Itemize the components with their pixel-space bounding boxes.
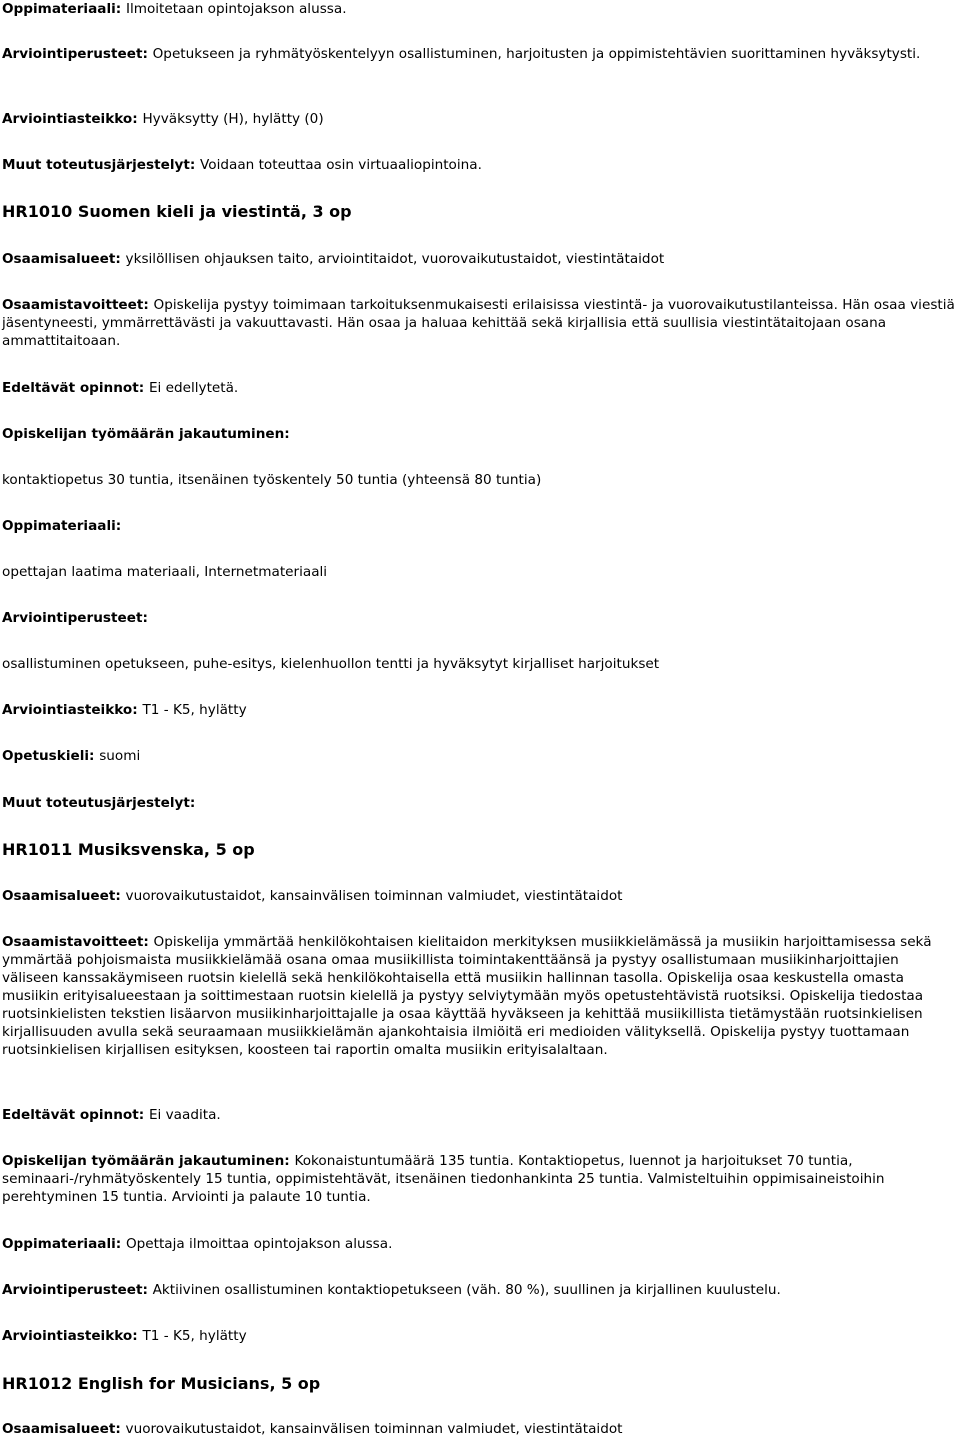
criteria-label-line	[2, 609, 148, 627]
course-heading-hr1012: HR1012 English for Musicians, 5 op	[2, 1374, 321, 1393]
field-value: Ilmoitetaan opintojakson alussa.	[125, 1, 347, 17]
field-label: Oppimateriaali:	[2, 518, 122, 534]
field-label: Muut toteutusjärjestelyt:	[2, 795, 196, 811]
scale-line	[2, 1327, 247, 1345]
field-value: Ei vaadita.	[148, 1107, 221, 1123]
field-value: vuorovaikutustaidot, kansainvälisen toiminnan valmiudet, viestintätaidot	[125, 888, 623, 904]
field-value: kontaktiopetus 30 tuntia, itsenäinen työskentely 50 tuntia (yhteensä 80 tuntia)	[2, 472, 542, 488]
field-label: Osaamisalueet:	[2, 1421, 126, 1437]
material-line	[2, 1235, 392, 1253]
field-label: Oppimateriaali:	[2, 1236, 126, 1252]
material-line	[2, 0, 347, 18]
field-label: Edeltävät opinnot:	[2, 1107, 149, 1123]
scale-line	[2, 701, 247, 719]
course-heading-hr1011: HR1011 Musiksvenska, 5 op	[2, 840, 255, 859]
field-label: Arviointiperusteet:	[2, 46, 153, 62]
learning-outcomes-line	[2, 296, 958, 350]
field-label: Edeltävät opinnot:	[2, 380, 149, 396]
material-value-line	[2, 563, 327, 581]
field-value: Ei edellytetä.	[148, 380, 239, 396]
criteria-line	[2, 1281, 781, 1299]
field-label: Muut toteutusjärjestelyt:	[2, 157, 201, 173]
field-label: Osaamisalueet:	[2, 888, 126, 904]
field-label: Arviointiasteikko:	[2, 1328, 143, 1344]
field-label: Arviointiperusteet:	[2, 1282, 153, 1298]
field-value: Opettaja ilmoittaa opintojakson alussa.	[125, 1236, 393, 1252]
learning-outcomes-line	[2, 933, 958, 1059]
field-label: Opiskelijan työmäärän jakautuminen:	[2, 426, 290, 442]
field-label: Arviointiasteikko:	[2, 111, 143, 127]
course-heading-hr1010: HR1010 Suomen kieli ja viestintä, 3 op	[2, 202, 352, 221]
prerequisites-line	[2, 1106, 221, 1124]
field-label: Osaamistavoitteet:	[2, 297, 154, 313]
scale-line	[2, 110, 324, 128]
field-label: Opiskelijan työmäärän jakautuminen:	[2, 1153, 295, 1169]
field-value: osallistuminen opetukseen, puhe-esitys, kielenhuollon tentti ja hyväksytyt kirjalliset harjoitukset	[2, 656, 660, 672]
field-value: opettajan laatima materiaali, Internetmateriaali	[2, 564, 328, 580]
field-value: T1 - K5, hylätty	[142, 1328, 247, 1344]
criteria-line	[2, 45, 942, 63]
field-label: Osaamistavoitteet:	[2, 934, 154, 950]
field-value: Opiskelija pystyy toimimaan tarkoituksenmukaisesti erilaisissa viestintä- ja vuorovaikutustilanteissa. Hän osaa viestiä jäsentyneesti, ymmärrettävästi ja vakuuttavasti. Hän osaa ja haluaa kehittää sekä kirjallisia että suullisia viestintätaitojaan osana ammattitaitoaan.	[2, 297, 955, 349]
field-label: Oppimateriaali:	[2, 1, 126, 17]
workload-value-line	[2, 471, 541, 489]
workload-label-line	[2, 425, 290, 443]
field-label: Arviointiperusteet:	[2, 610, 148, 626]
competence-areas-line	[2, 887, 622, 905]
field-value: Aktiivinen osallistuminen kontaktiopetukseen (väh. 80 %), suullinen ja kirjallinen kuulustelu.	[152, 1282, 781, 1298]
field-label: Osaamisalueet:	[2, 251, 126, 267]
prerequisites-line	[2, 379, 238, 397]
language-line	[2, 747, 140, 765]
arrangements-label-line	[2, 794, 195, 812]
field-value: Opiskelija ymmärtää henkilökohtaisen kielitaidon merkityksen musiikkielämässä ja musiikin harjoittamisessa sekä ymmärtää pohjoismaista musiikkielämää osana omaa musiikillista toimintakenttäänsä ja pystyy osallistumaan musiikinharjoittajien väliseen kanssakäymiseen ruotsin kielellä sekä henkilökohtaisella että musiikin hallinnan tasolla. Opiskelija osaa keskustella omasta musiikin erityisalueestaan ja soittimestaan ruotsin kielellä ja pystyy selviytymään myös opetustehtävistä ruotsiksi. Opiskelija tiedostaa ruotsinkielisten tekstien lisäarvon musiikinharjoittajalle ja osaa käyttää hyväkseen ja kehittää musiikillista tietämystään ruotsinkielisen kirjallisuuden avulla sekä seuraamaan musiikkielämän ajankohtaisia ilmiöitä eri medioiden välityksellä. Opiskelija pystyy tuottamaan ruotsinkielisen kirjallisen esityksen, koosteen tai raportin omalta musiikin erityisalaltaan.	[2, 934, 932, 1058]
material-label-line	[2, 517, 121, 535]
field-label: Opetuskieli:	[2, 748, 100, 764]
arrangements-line	[2, 156, 482, 174]
field-value: T1 - K5, hylätty	[142, 702, 247, 718]
field-value: yksilöllisen ohjauksen taito, arviointitaidot, vuorovaikutustaidot, viestintätaidot	[125, 251, 665, 267]
field-label: Arviointiasteikko:	[2, 702, 143, 718]
competence-areas-line	[2, 1420, 622, 1438]
field-value: Opetukseen ja ryhmätyöskentelyyn osallistuminen, harjoitusten ja oppimistehtävien suorittaminen hyväksytysti.	[152, 46, 921, 62]
field-value: suomi	[99, 748, 141, 764]
field-value: vuorovaikutustaidot, kansainvälisen toiminnan valmiudet, viestintätaidot	[125, 1421, 623, 1437]
field-value: Kokonaistuntumäärä 135 tuntia. Kontaktiopetus, luennot ja harjoitukset 70 tuntia, seminaari-/ryhmätyöskentely 15 tuntia, oppimistehtävät, itsenäinen tiedonhankinta 25 tuntia. Valmisteltuihin oppimisaineistoihin perehtyminen 15 tuntia. Arviointi ja palaute 10 tuntia.	[2, 1153, 885, 1205]
field-value: Hyväksytty (H), hylätty (0)	[142, 111, 324, 127]
field-value: Voidaan toteuttaa osin virtuaaliopintoina.	[200, 157, 482, 173]
competence-areas-line	[2, 250, 664, 268]
criteria-value-line	[2, 655, 659, 673]
workload-line	[2, 1152, 958, 1206]
